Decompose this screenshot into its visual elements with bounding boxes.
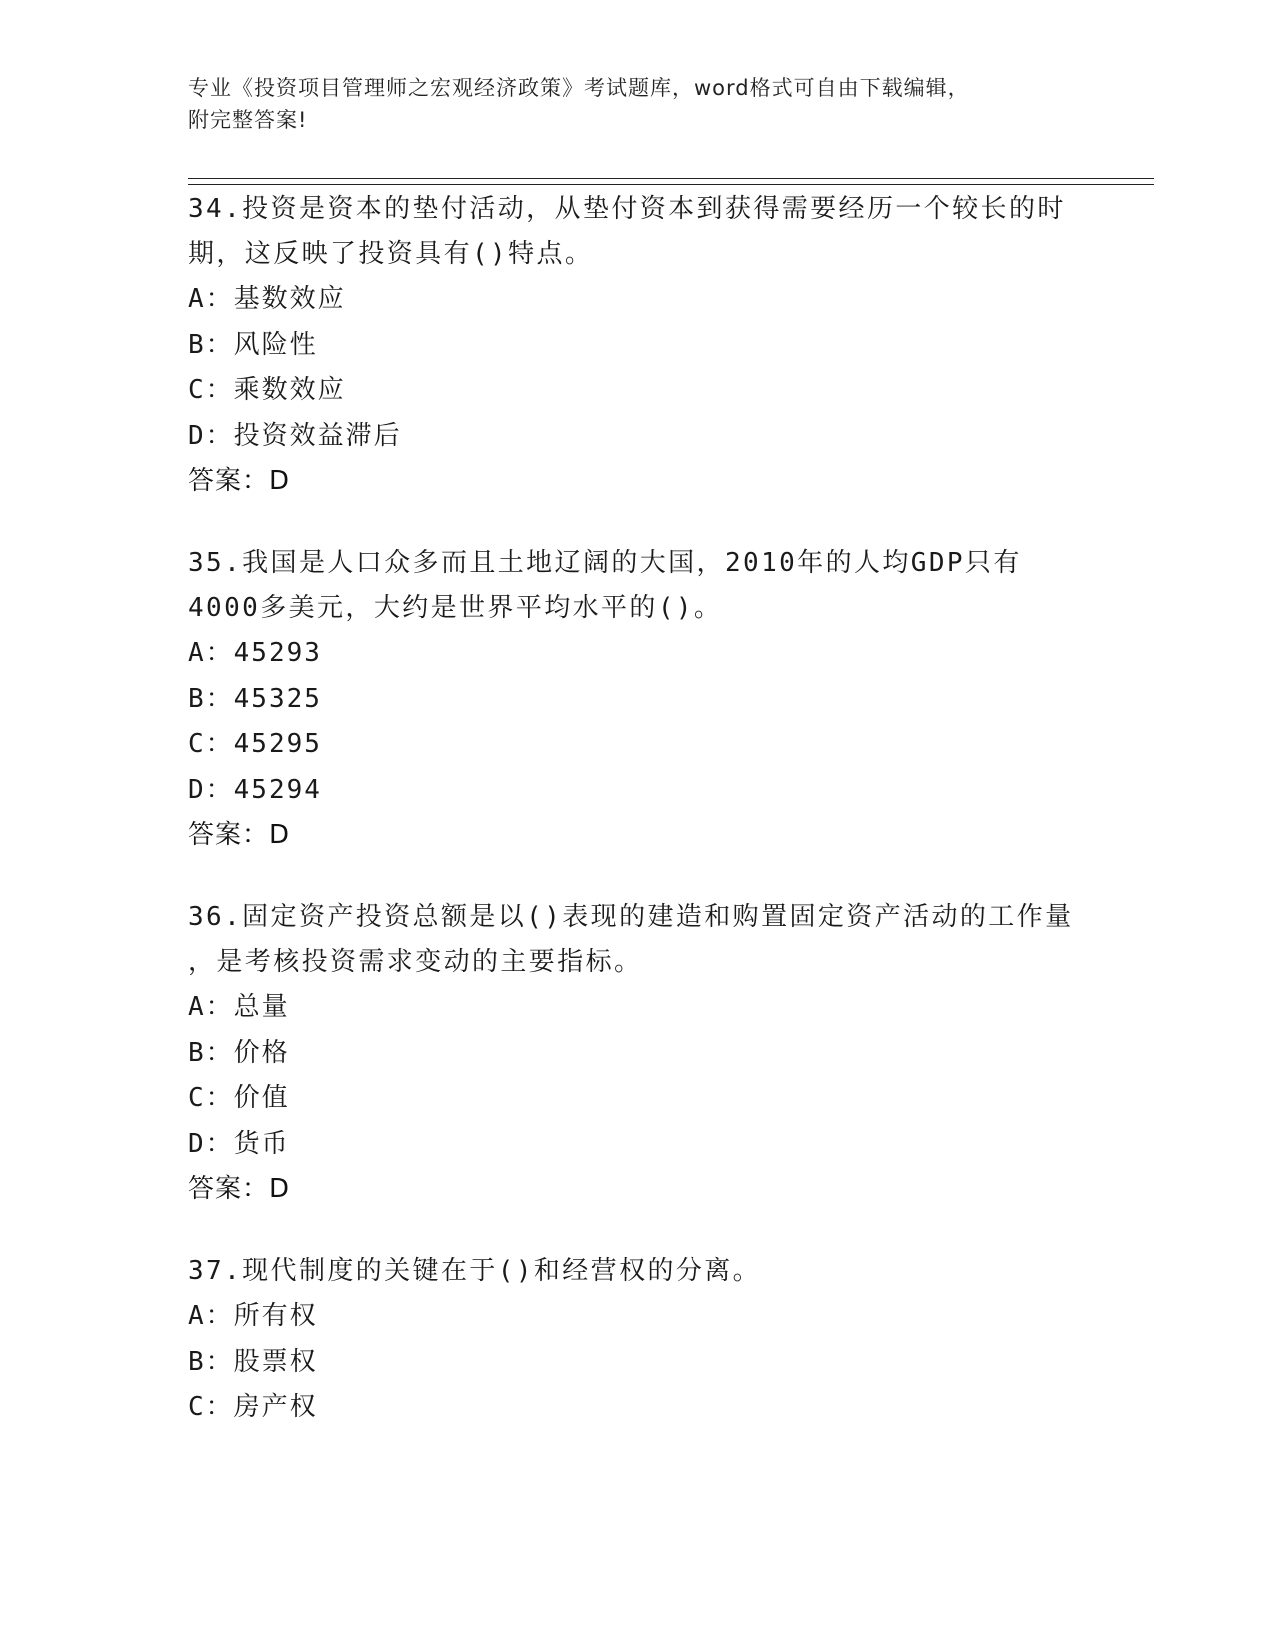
option-a: A：总量 [188, 992, 290, 1022]
answer-label: 答案：D [188, 466, 291, 496]
answer-label: 答案：D [188, 820, 291, 850]
option-d: D：投资效益滞后 [188, 420, 402, 451]
question-37 [188, 1249, 1088, 1431]
question-list [188, 187, 1088, 1468]
document-header [188, 72, 1088, 136]
option-c: C：房产权 [188, 1392, 318, 1422]
question-35 [188, 541, 1088, 858]
option-b: B：风险性 [188, 329, 318, 360]
question-stem-line-1: 34.投资是资本的垫付活动，从垫付资本到获得需要经历一个较长的时 [188, 194, 1066, 224]
question-stem-line-1: 36.固定资产投资总额是以()表现的建造和购置固定资产活动的工作量 [188, 902, 1074, 932]
option-a: A：基数效应 [188, 284, 346, 314]
option-b: B：价格 [188, 1037, 290, 1068]
header-line-1: 专业《投资项目管理师之宏观经济政策》考试题库，word格式可自由下载编辑， [188, 76, 970, 100]
question-stem-line-1: 35.我国是人口众多而且土地辽阔的大国，2010年的人均GDP只有 [188, 548, 1022, 578]
question-36 [188, 895, 1088, 1212]
option-d: D：货币 [188, 1128, 290, 1159]
option-d: D：45294 [188, 774, 322, 805]
header-divider-bottom [188, 184, 1154, 185]
option-a: A：所有权 [188, 1301, 318, 1331]
question-stem-line-2: 4000多美元，大约是世界平均水平的()。 [188, 593, 723, 623]
question-34 [188, 187, 1088, 504]
option-a: A：45293 [188, 638, 322, 668]
option-b: B：45325 [188, 683, 322, 714]
header-divider-top [188, 178, 1154, 179]
question-stem-line-1: 37.现代制度的关键在于()和经营权的分离。 [188, 1256, 762, 1286]
answer-label: 答案：D [188, 1174, 291, 1204]
option-c: C：乘数效应 [188, 375, 346, 405]
option-c: C：价值 [188, 1083, 290, 1113]
header-line-2: 附完整答案! [188, 108, 308, 132]
question-stem-line-2: 期，这反映了投资具有()特点。 [188, 239, 594, 269]
question-stem-line-2: ，是考核投资需求变动的主要指标。 [188, 947, 643, 977]
option-b: B：股票权 [188, 1346, 318, 1377]
option-c: C：45295 [188, 729, 322, 759]
